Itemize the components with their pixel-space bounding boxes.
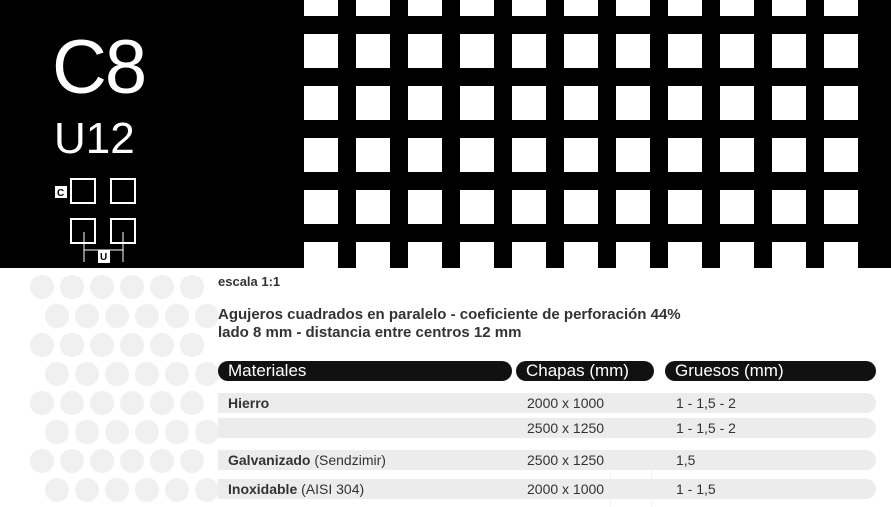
square-hole: [824, 190, 858, 224]
decorative-dot: [195, 362, 219, 386]
square-hole: [512, 34, 546, 68]
square-hole: [824, 34, 858, 68]
decorative-dot: [165, 420, 189, 444]
thickness-cell: 1,5: [676, 452, 696, 468]
decorative-dot: [120, 449, 144, 473]
square-hole: [616, 34, 650, 68]
square-hole: [460, 34, 494, 68]
square-hole: [304, 242, 338, 268]
square-hole: [460, 0, 494, 16]
decorative-dot: [60, 391, 84, 415]
decorative-dot: [60, 333, 84, 357]
sheet-size-cell: 2500 x 1250: [527, 452, 605, 468]
material-cell: [228, 479, 364, 499]
square-hole: [564, 138, 598, 172]
description-line-2: lado 8 mm - distancia entre centros 12 mm: [218, 324, 522, 341]
material-cell: [228, 393, 269, 413]
square-hole: [668, 138, 702, 172]
square-hole: [356, 242, 390, 268]
material-name: Inoxidable: [228, 481, 298, 497]
decorative-dot: [105, 478, 129, 502]
square-hole: [772, 242, 806, 268]
square-hole: [460, 190, 494, 224]
square-hole: [772, 138, 806, 172]
square-hole: [512, 242, 546, 268]
square-hole: [668, 34, 702, 68]
decorative-dot: [45, 478, 69, 502]
decorative-dot: [165, 362, 189, 386]
square-hole: [408, 0, 442, 16]
decorative-dot: [105, 420, 129, 444]
square-hole: [564, 34, 598, 68]
material-name: Hierro: [228, 395, 270, 411]
decorative-dot: [30, 275, 54, 299]
perforation-grid: [304, 0, 891, 268]
decorative-dot: [195, 304, 219, 328]
square-hole: [408, 138, 442, 172]
square-hole: [460, 86, 494, 120]
thickness-cell: 1 - 1,5: [676, 481, 716, 497]
product-subcode: U12: [54, 114, 135, 163]
decorative-dot: [135, 362, 159, 386]
decorative-dot: [165, 304, 189, 328]
square-hole: [564, 242, 598, 268]
square-hole: [616, 0, 650, 16]
square-hole: [824, 86, 858, 120]
decorative-dot: [135, 304, 159, 328]
square-hole: [720, 242, 754, 268]
header-sheets: Chapas (mm): [516, 361, 654, 381]
square-hole: [460, 242, 494, 268]
scale-label: escala 1:1: [218, 274, 281, 289]
square-hole: [512, 138, 546, 172]
decorative-dot: [45, 362, 69, 386]
decorative-dot: [60, 449, 84, 473]
square-hole: [616, 86, 650, 120]
square-hole: [356, 190, 390, 224]
square-hole: [824, 0, 858, 16]
decorative-dot: [150, 275, 174, 299]
square-hole: [408, 86, 442, 120]
sheet-size-cell: 2500 x 1250: [527, 420, 605, 436]
sheet-size-cell: 2000 x 1000: [527, 395, 605, 411]
square-hole: [668, 242, 702, 268]
square-hole: [668, 190, 702, 224]
hole-pattern-diagram: [55, 178, 145, 264]
decorative-dot: [165, 478, 189, 502]
decorative-dot: [90, 449, 114, 473]
material-name: Galvanizado: [228, 452, 311, 468]
square-hole: [772, 190, 806, 224]
decorative-dot: [150, 449, 174, 473]
decorative-dot: [120, 333, 144, 357]
decorative-dot-pattern: [30, 275, 210, 507]
square-hole: [772, 34, 806, 68]
decorative-dot: [135, 420, 159, 444]
sheet-size-cell: 2000 x 1000: [527, 481, 605, 497]
thickness-cell: 1 - 1,5 - 2: [676, 420, 736, 436]
decorative-dot: [195, 420, 219, 444]
decorative-dot: [180, 391, 204, 415]
decorative-dot: [75, 478, 99, 502]
decorative-dot: [75, 362, 99, 386]
decorative-dot: [90, 333, 114, 357]
square-hole: [356, 138, 390, 172]
square-hole: [720, 86, 754, 120]
decorative-dot: [30, 391, 54, 415]
diagram-label-u: U: [100, 252, 108, 263]
square-hole: [720, 190, 754, 224]
square-hole: [616, 138, 650, 172]
square-hole: [668, 86, 702, 120]
square-hole: [304, 138, 338, 172]
square-hole: [356, 34, 390, 68]
square-hole: [460, 138, 494, 172]
decorative-dot: [105, 304, 129, 328]
decorative-dot: [90, 275, 114, 299]
decorative-dot: [30, 333, 54, 357]
square-hole: [408, 190, 442, 224]
square-hole: [720, 0, 754, 16]
decorative-dot: [45, 304, 69, 328]
square-hole: [668, 0, 702, 16]
square-hole: [304, 0, 338, 16]
decorative-dot: [75, 420, 99, 444]
decorative-dot: [180, 333, 204, 357]
decorative-dot: [105, 362, 129, 386]
square-hole: [564, 190, 598, 224]
square-hole: [720, 34, 754, 68]
square-hole: [512, 0, 546, 16]
decorative-dot: [60, 275, 84, 299]
product-code: C8: [52, 25, 146, 110]
watermark-decoration: [610, 462, 652, 507]
decorative-dot: [180, 449, 204, 473]
square-hole: [304, 34, 338, 68]
square-hole: [304, 86, 338, 120]
decorative-dot: [135, 478, 159, 502]
decorative-dot: [180, 275, 204, 299]
diagram-label-c: C: [57, 188, 65, 199]
square-hole: [356, 0, 390, 16]
square-hole: [824, 242, 858, 268]
decorative-dot: [30, 449, 54, 473]
description-line-1: Agujeros cuadrados en paralelo - coeficiente de perforación 44%: [218, 306, 681, 323]
decorative-dot: [195, 478, 219, 502]
decorative-dot: [120, 391, 144, 415]
square-hole: [408, 242, 442, 268]
decorative-dot: [150, 333, 174, 357]
decorative-dot: [150, 391, 174, 415]
decorative-dot: [120, 275, 144, 299]
square-hole: [824, 138, 858, 172]
square-hole: [564, 86, 598, 120]
square-hole: [720, 138, 754, 172]
header-materials: Materiales: [218, 361, 512, 381]
decorative-dot: [75, 304, 99, 328]
square-hole: [356, 86, 390, 120]
square-hole: [512, 86, 546, 120]
square-hole: [616, 242, 650, 268]
decorative-dot: [90, 391, 114, 415]
header-thickness: Gruesos (mm): [665, 361, 876, 381]
square-hole: [772, 86, 806, 120]
square-hole: [564, 0, 598, 16]
square-hole: [616, 190, 650, 224]
material-note: (AISI 304): [297, 481, 365, 497]
square-hole: [304, 190, 338, 224]
thickness-cell: 1 - 1,5 - 2: [676, 395, 736, 411]
material-cell: [228, 450, 386, 470]
decorative-dot: [45, 420, 69, 444]
square-hole: [772, 0, 806, 16]
material-note: (Sendzimir): [310, 452, 386, 468]
square-hole: [408, 34, 442, 68]
square-hole: [512, 190, 546, 224]
